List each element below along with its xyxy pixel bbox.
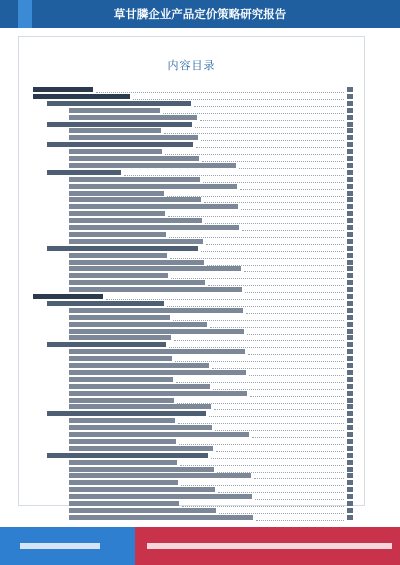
toc-row[interactable] <box>69 363 353 369</box>
toc-row-page-number <box>347 356 353 361</box>
toc-row-label <box>47 453 208 458</box>
toc-row-leader <box>249 375 344 376</box>
toc-row-page-number <box>347 149 353 154</box>
toc-row[interactable] <box>69 418 353 424</box>
toc-row-page-number <box>347 335 353 340</box>
toc-row[interactable] <box>69 315 353 321</box>
toc-row-label <box>69 322 207 327</box>
toc-row-leader <box>245 292 344 293</box>
toc-row-label <box>69 280 205 285</box>
toc-row-page-number <box>347 211 353 216</box>
toc-row-label <box>69 191 164 196</box>
toc-row-leader <box>168 216 344 217</box>
toc-row-leader <box>241 209 344 210</box>
toc-row-leader <box>202 161 344 162</box>
toc-row-label <box>69 218 202 223</box>
toc-row-label <box>69 398 174 403</box>
toc-row-page-number <box>347 204 353 209</box>
toc-row-page-number <box>347 467 353 472</box>
toc-row-leader <box>169 237 344 238</box>
toc-row-label <box>69 232 166 237</box>
toc-row-label <box>47 170 121 175</box>
toc-row-leader <box>216 451 344 452</box>
toc-heading: 内容目录 <box>167 59 216 72</box>
toc-row-page-number <box>347 494 353 499</box>
toc-row-page-number <box>347 197 353 202</box>
toc-row-page-number <box>347 184 353 189</box>
toc-row-page-number <box>347 432 353 437</box>
toc-row[interactable] <box>69 467 353 473</box>
toc-row-leader <box>209 416 344 417</box>
toc-row[interactable] <box>69 460 353 466</box>
toc-row[interactable] <box>69 191 353 197</box>
toc-row-leader <box>242 230 344 231</box>
toc-row-leader <box>211 458 344 459</box>
toc-row[interactable] <box>69 349 353 355</box>
toc-row-label <box>69 273 168 278</box>
toc-row-page-number <box>347 115 353 120</box>
toc-row-label <box>69 446 213 451</box>
toc-row[interactable] <box>69 322 353 328</box>
toc-row-label <box>69 384 210 389</box>
toc-row-leader <box>196 147 344 148</box>
toc-row-label <box>69 315 170 320</box>
toc-row-label <box>69 108 160 113</box>
toc-row-label <box>69 404 211 409</box>
toc-row-leader <box>167 306 344 307</box>
toc-row-leader <box>173 320 344 321</box>
toc-row-page-number <box>347 411 353 416</box>
toc-row-page-number <box>347 232 353 237</box>
toc-row[interactable] <box>69 308 353 314</box>
toc-row[interactable] <box>69 135 353 141</box>
toc-row-page-number <box>347 308 353 313</box>
toc-row-leader <box>170 258 344 259</box>
toc-row-leader <box>246 313 344 314</box>
toc-row[interactable] <box>47 453 353 459</box>
toc-row[interactable] <box>69 108 353 114</box>
toc-row-label <box>69 197 201 202</box>
toc-row-leader <box>169 347 344 348</box>
toc-row[interactable] <box>69 494 353 500</box>
toc-row[interactable] <box>69 473 353 479</box>
toc-row-label <box>69 377 173 382</box>
toc-row-page-number <box>347 446 353 451</box>
toc-row[interactable] <box>33 87 353 93</box>
toc-row-label <box>47 342 166 347</box>
toc-row[interactable] <box>69 156 353 162</box>
toc-row-page-number <box>347 122 353 127</box>
toc-row-label <box>69 211 165 216</box>
toc-row-page-number <box>347 280 353 285</box>
toc-row[interactable] <box>69 404 353 410</box>
footer-left-text <box>20 543 100 549</box>
toc-row-page-number <box>347 301 353 306</box>
toc-row-page-number <box>347 94 353 99</box>
toc-row-page-number <box>347 218 353 223</box>
toc-row-label <box>69 501 179 506</box>
toc-row[interactable] <box>33 294 353 300</box>
toc-row-label <box>69 467 214 472</box>
toc-row-leader <box>200 120 344 121</box>
toc-row[interactable] <box>69 218 353 224</box>
toc-row-page-number <box>347 225 353 230</box>
footer-banner <box>0 527 400 565</box>
toc-row-label <box>69 225 239 230</box>
toc-row-leader <box>181 485 344 486</box>
toc-row-label <box>69 260 204 265</box>
toc-row-page-number <box>347 487 353 492</box>
toc-row-page-number <box>347 101 353 106</box>
toc-row[interactable] <box>69 253 353 259</box>
toc-row-leader <box>179 444 344 445</box>
toc-row[interactable] <box>69 377 353 383</box>
toc-row[interactable] <box>33 94 353 100</box>
toc-row-label <box>69 149 162 154</box>
toc-row-page-number <box>347 342 353 347</box>
toc-row-label <box>69 349 245 354</box>
toc-row-page-number <box>347 391 353 396</box>
toc-row-label <box>47 301 164 306</box>
toc-row-page-number <box>347 142 353 147</box>
toc-row-leader <box>204 202 344 203</box>
toc-row[interactable] <box>69 232 353 238</box>
toc-row[interactable] <box>69 480 353 486</box>
toc-row-label <box>47 122 192 127</box>
toc-row-page-number <box>347 425 353 430</box>
toc-row-page-number <box>347 398 353 403</box>
footer-left-panel <box>0 527 135 565</box>
toc-row-page-number <box>347 508 353 513</box>
toc-row-page-number <box>347 191 353 196</box>
toc-row-leader <box>248 354 344 355</box>
toc-row-label <box>47 101 191 106</box>
toc-row-page-number <box>347 239 353 244</box>
toc-row-label <box>47 411 206 416</box>
toc-row-leader <box>212 368 344 369</box>
toc-row-page-number <box>347 246 353 251</box>
report-title: 草甘膦企业产品定价策略研究报告 <box>113 7 287 21</box>
toc-row-label <box>69 287 242 292</box>
toc-row-page-number <box>347 253 353 258</box>
toc-row-page-number <box>347 480 353 485</box>
toc-row-label <box>33 294 103 299</box>
toc-row-leader <box>163 113 344 114</box>
toc-row-label <box>69 253 167 258</box>
toc-row-leader <box>201 251 344 252</box>
toc-row-label <box>69 425 212 430</box>
toc-row-page-number <box>347 135 353 140</box>
toc-row-leader <box>210 327 344 328</box>
toc-row-leader <box>167 196 344 197</box>
toc-row-page-number <box>347 177 353 182</box>
toc-row[interactable] <box>69 432 353 438</box>
toc-row-label <box>69 508 216 513</box>
toc-row-leader <box>194 106 344 107</box>
toc-row-leader <box>96 92 344 93</box>
toc-row-leader <box>218 492 344 493</box>
toc-row-label <box>69 391 247 396</box>
toc-row[interactable] <box>47 301 353 307</box>
toc-row-leader <box>174 340 344 341</box>
toc-row-label <box>69 363 209 368</box>
toc-row[interactable] <box>69 398 353 404</box>
toc-row-label <box>69 432 249 437</box>
toc-row[interactable] <box>69 177 353 183</box>
toc-row[interactable] <box>69 225 353 231</box>
toc-row-label <box>69 473 251 478</box>
toc-row[interactable] <box>69 425 353 431</box>
toc-row-page-number <box>347 384 353 389</box>
toc-row[interactable] <box>69 356 353 362</box>
toc-row-leader <box>254 478 344 479</box>
toc-row-page-number <box>347 273 353 278</box>
toc-row-page-number <box>347 260 353 265</box>
toc-row-label <box>69 266 241 271</box>
toc-row-label <box>47 142 193 147</box>
toc-row[interactable] <box>69 266 353 272</box>
toc-row-label <box>69 460 177 465</box>
toc-row[interactable] <box>69 384 353 390</box>
top-banner <box>0 0 400 28</box>
toc-row-label <box>69 177 200 182</box>
toc-row-label <box>69 487 215 492</box>
toc-row[interactable] <box>47 411 353 417</box>
toc-row-label <box>69 115 197 120</box>
toc-row-page-number <box>347 170 353 175</box>
toc-row-page-number <box>347 501 353 506</box>
toc-row[interactable] <box>47 142 353 148</box>
toc-row-leader <box>178 423 344 424</box>
toc-row-label <box>69 439 176 444</box>
toc-row-page-number <box>347 349 353 354</box>
toc-row-leader <box>207 265 344 266</box>
toc-row-leader <box>244 271 344 272</box>
toc-row[interactable] <box>69 508 353 514</box>
toc-row-leader <box>195 127 344 128</box>
toc-row-leader <box>171 278 344 279</box>
toc-row-leader <box>255 499 344 500</box>
toc-row-label <box>69 135 198 140</box>
toc-row[interactable] <box>69 163 353 169</box>
toc-row-leader <box>124 175 344 176</box>
footer-right-text <box>147 543 392 549</box>
toc-row-leader <box>252 437 344 438</box>
toc-row-leader <box>176 382 344 383</box>
toc-row[interactable] <box>69 335 353 341</box>
toc-row-leader <box>177 403 344 404</box>
toc-row-page-number <box>347 108 353 113</box>
toc-row-page-number <box>347 473 353 478</box>
toc-page <box>18 36 365 506</box>
toc-row-page-number <box>347 370 353 375</box>
toc-row-leader <box>165 154 344 155</box>
toc-row[interactable] <box>69 439 353 445</box>
toc-row-label <box>69 184 237 189</box>
toc-row[interactable] <box>69 446 353 452</box>
toc-row[interactable] <box>69 204 353 210</box>
toc-row-leader <box>175 361 344 362</box>
toc-row-page-number <box>347 87 353 92</box>
toc-row-leader <box>180 465 344 466</box>
toc-row[interactable] <box>69 149 353 155</box>
toc-row-leader <box>205 223 344 224</box>
toc-row-page-number <box>347 266 353 271</box>
toc-row-leader <box>206 244 344 245</box>
toc-row[interactable] <box>69 280 353 286</box>
toc-row[interactable] <box>69 128 353 134</box>
toc-row-label <box>69 480 178 485</box>
toc-row-label <box>69 335 171 340</box>
toc-row-leader <box>250 396 344 397</box>
toc-row[interactable] <box>69 273 353 279</box>
toc-row[interactable] <box>69 501 353 507</box>
toc-row-page-number <box>347 163 353 168</box>
toc-row[interactable] <box>69 197 353 203</box>
toc-row[interactable] <box>69 184 353 190</box>
toc-row-page-number <box>347 453 353 458</box>
toc-row-leader <box>256 520 344 521</box>
toc-row-page-number <box>347 315 353 320</box>
toc-row[interactable] <box>69 391 353 397</box>
toc-row[interactable] <box>47 101 353 107</box>
toc-row-label <box>69 239 203 244</box>
toc-row-label <box>69 515 253 520</box>
toc-row-label <box>69 163 236 168</box>
toc-row-leader <box>203 182 344 183</box>
toc-row[interactable] <box>69 487 353 493</box>
toc-row[interactable] <box>69 329 353 335</box>
toc-row-label <box>69 494 252 499</box>
toc-row[interactable] <box>69 239 353 245</box>
toc-row-leader <box>219 513 344 514</box>
toc-row-leader <box>208 285 344 286</box>
toc-row-leader <box>201 140 344 141</box>
toc-row-page-number <box>347 128 353 133</box>
toc-row-page-number <box>347 404 353 409</box>
toc-row-page-number <box>347 460 353 465</box>
toc-row-page-number <box>347 329 353 334</box>
toc-row-label <box>33 94 130 99</box>
toc-row-leader <box>217 472 344 473</box>
toc-row[interactable] <box>69 260 353 266</box>
toc-row-page-number <box>347 363 353 368</box>
toc-row-leader <box>239 168 344 169</box>
toc-row-leader <box>213 389 344 390</box>
toc-row-leader <box>133 99 344 100</box>
toc-row[interactable] <box>69 115 353 121</box>
toc-row-label <box>33 87 93 92</box>
toc-row-page-number <box>347 156 353 161</box>
toc-row[interactable] <box>69 370 353 376</box>
footer-right-panel <box>135 527 400 565</box>
toc-row-label <box>69 356 172 361</box>
toc-row-label <box>69 370 246 375</box>
toc-row-leader <box>247 334 344 335</box>
toc-row-leader <box>106 299 344 300</box>
toc-row-label <box>69 204 238 209</box>
toc-row-label <box>69 418 175 423</box>
toc-row-page-number <box>347 418 353 423</box>
toc-row-page-number <box>347 439 353 444</box>
toc-row-page-number <box>347 515 353 520</box>
toc-row-label <box>69 329 244 334</box>
toc-row-leader <box>215 430 344 431</box>
toc-row[interactable] <box>69 287 353 293</box>
toc-row-leader <box>214 409 344 410</box>
toc-row[interactable] <box>69 211 353 217</box>
toc-row[interactable] <box>47 122 353 128</box>
toc-row[interactable] <box>47 246 353 252</box>
toc-row-label <box>69 128 161 133</box>
toc-row-leader <box>182 506 344 507</box>
toc-row-page-number <box>347 322 353 327</box>
toc-row-leader <box>240 189 344 190</box>
toc-row-page-number <box>347 294 353 299</box>
toc-row-label <box>69 156 199 161</box>
toc-row[interactable] <box>47 170 353 176</box>
toc-row-label <box>69 308 243 313</box>
toc-row-leader <box>164 133 344 134</box>
toc-row-page-number <box>347 287 353 292</box>
toc-row-label <box>47 246 198 251</box>
toc-row[interactable] <box>69 515 353 521</box>
toc-row-page-number <box>347 377 353 382</box>
toc-row[interactable] <box>47 342 353 348</box>
